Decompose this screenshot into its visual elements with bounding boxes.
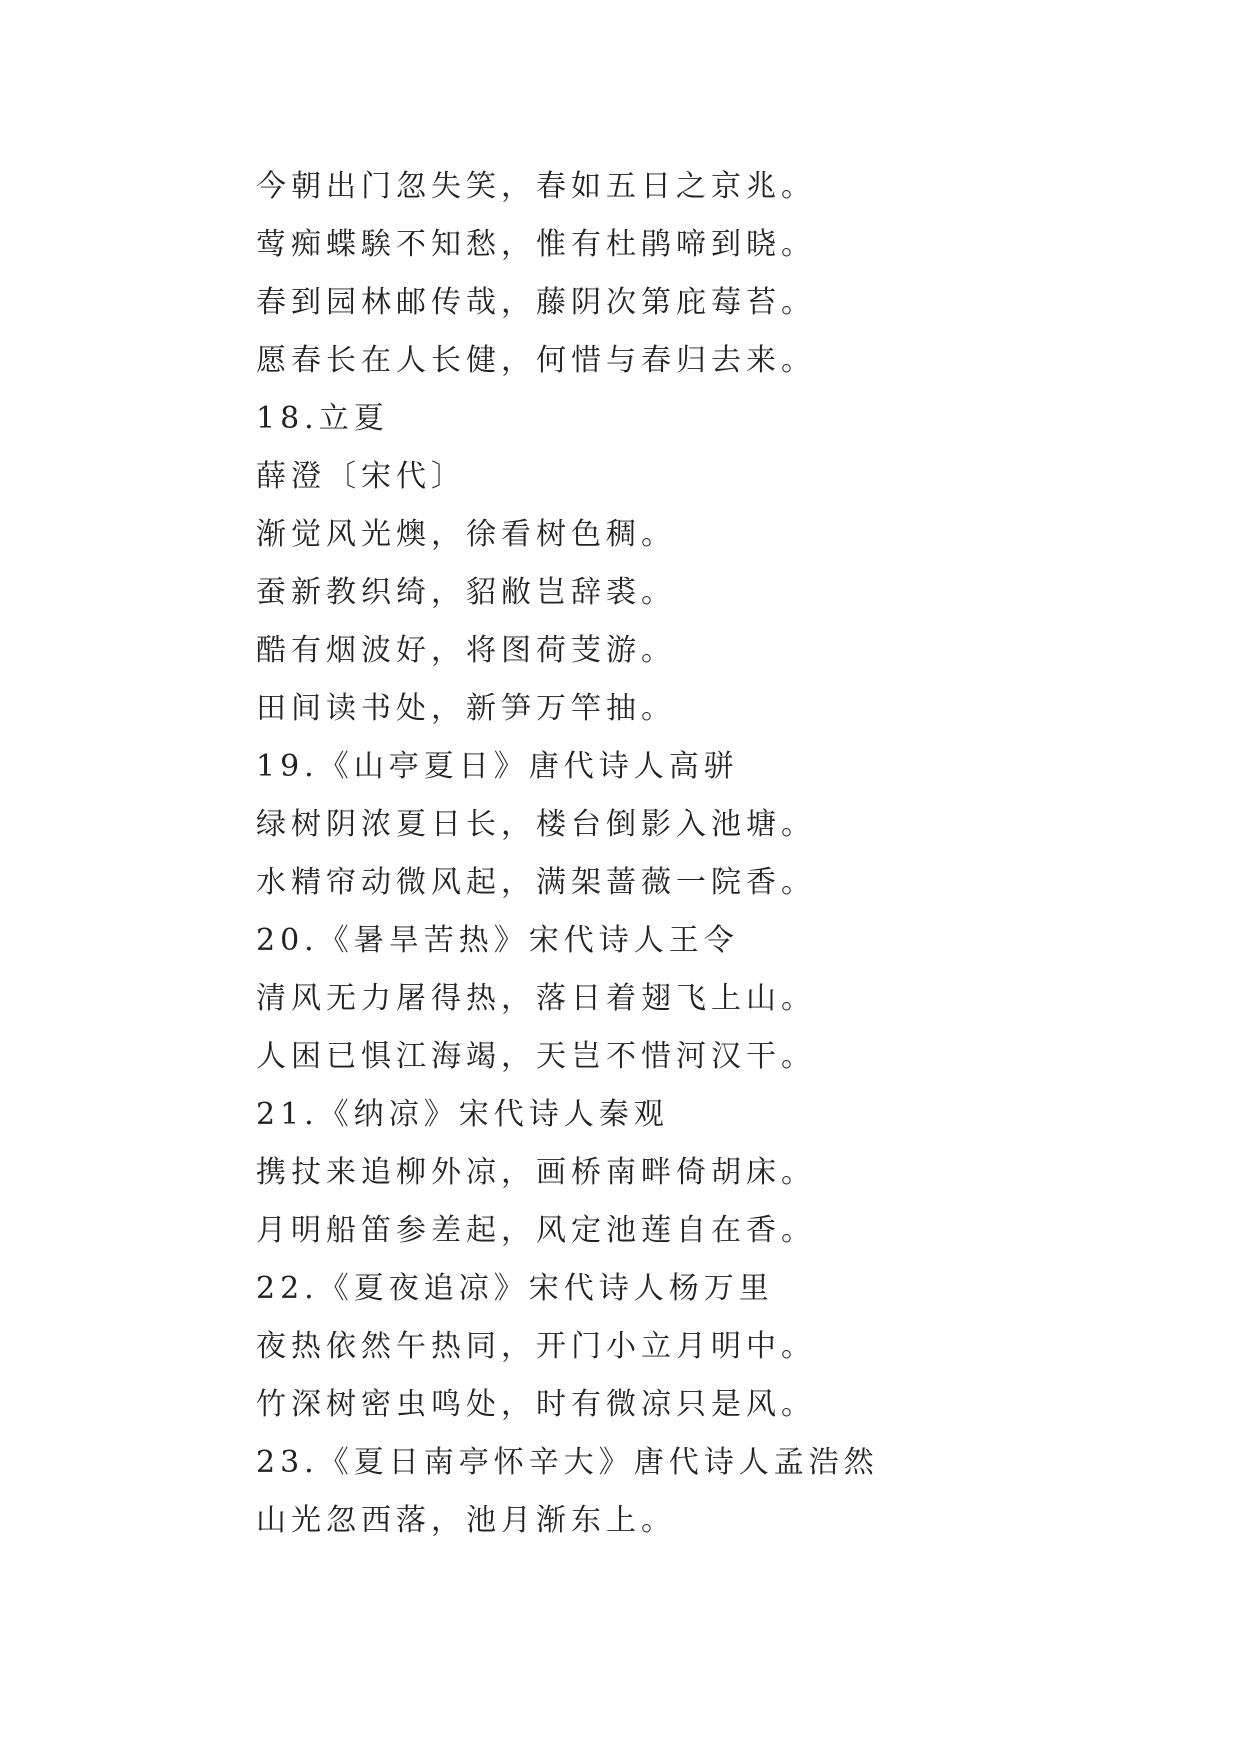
section-heading: 22.《夏夜追凉》宋代诗人杨万里: [256, 1271, 774, 1306]
author-line: 薛澄〔宋代〕: [256, 459, 466, 494]
text-line: 渐觉风光燠，徐看树色稠。: [256, 517, 676, 552]
text-line: 今朝出门忽失笑，春如五日之京兆。: [256, 169, 816, 204]
text-line: 愿春长在人长健，何惜与春归去来。: [256, 343, 816, 378]
text-line: 蚕新教织绮，貂敝岂辞裘。: [256, 575, 676, 610]
text-line: 山光忽西落，池月渐东上。: [256, 1503, 676, 1538]
text-line: 田间读书处，新笋万竿抽。: [256, 691, 676, 726]
section-heading: 23.《夏日南亭怀辛大》唐代诗人孟浩然: [256, 1445, 879, 1480]
text-line: 人困已惧江海竭，天岂不惜河汉干。: [256, 1039, 816, 1074]
text-line: 竹深树密虫鸣处，时有微凉只是风。: [256, 1387, 816, 1422]
section-heading: 19.《山亭夏日》唐代诗人高骈: [256, 749, 739, 784]
poem-text-block: [256, 158, 1156, 1550]
text-line: 春到园林邮传哉，藤阴次第庇莓苔。: [256, 285, 816, 320]
text-line: 水精帘动微风起，满架蔷薇一院香。: [256, 865, 816, 900]
text-line: 夜热依然午热同，开门小立月明中。: [256, 1329, 816, 1364]
section-heading: 18.立夏: [256, 401, 389, 436]
text-line: 莺痴蝶騃不知愁，惟有杜鹃啼到晓。: [256, 227, 816, 262]
section-heading: 20.《暑旱苦热》宋代诗人王令: [256, 923, 739, 958]
text-line: 绿树阴浓夏日长，楼台倒影入池塘。: [256, 807, 816, 842]
text-line: 月明船笛参差起，风定池莲自在香。: [256, 1213, 816, 1248]
text-line: 酷有烟波好，将图荷芰游。: [256, 633, 676, 668]
text-line: 清风无力屠得热，落日着翅飞上山。: [256, 981, 816, 1016]
section-heading: 21.《纳凉》宋代诗人秦观: [256, 1097, 669, 1132]
text-line: 携扙来追柳外凉，画桥南畔倚胡床。: [256, 1155, 816, 1190]
